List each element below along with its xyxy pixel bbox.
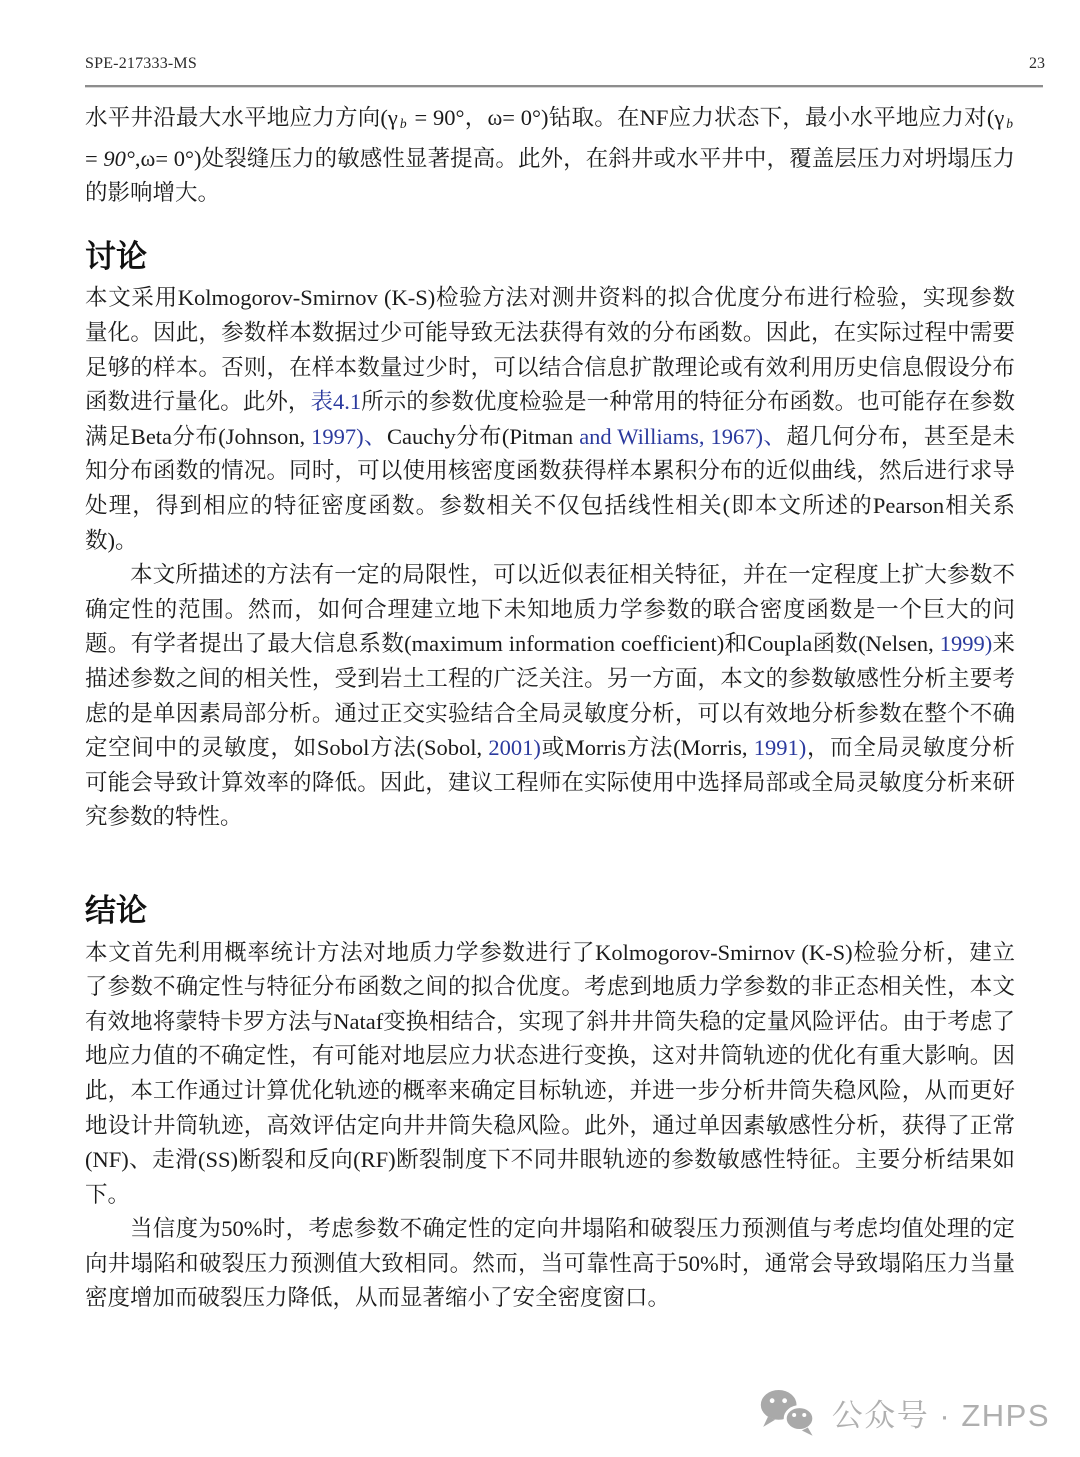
page-header [85, 55, 1045, 73]
citation-link[interactable]: 1997)、 [311, 423, 387, 449]
text-run: = [85, 145, 104, 171]
text-run: ，而全局灵敏度分析可能会导致计算效率的降低。因此，建议工程师在实际使用中选择局部或全局灵敏度分析来研究参数的特性。 [85, 735, 1015, 830]
text-run: 水平井沿最大水平地应力方向(γ [85, 105, 398, 130]
text-run: 本文所描述的方法有一定的局限性，可以近似表征相关特征，并在一定程度上扩大参数不确定性的范围。然而，如何合理建立地下未知地质力学参数的联合密度函数是一个巨大的问题。有学者提出了最大信息系数(maximum information coefficient)和Coupla函数(Nelsen, [85, 562, 1015, 657]
wechat-watermark [756, 1387, 1050, 1437]
watermark-text: 公众号 · ZHPS [831, 1397, 1050, 1433]
text-run: 所示的参数优度检验是一种常用的特征分布函数。也可能存在参数满足Beta分布(Johnson, [85, 389, 1015, 449]
text-run: 本文采用Kolmogorov-Smirnov (K-S)检验方法对测井资料的拟合优度分布进行检验，实现参数量化。因此，参数样本数据过少可能导致无法获得有效的分布函数。因此，在实际过程中需要足够的样本。否则，在样本数量过少时，可以结合信息扩散理论或有效利用历史信息假设分布函数进行量化。此外， [85, 285, 1015, 415]
text-run: 来描述参数之间的相关性，受到岩土工程的广泛关注。另一方面，本文的参数敏感性分析主要考虑的是单因素局部分析。通过正交实验结合全局灵敏度分析，可以有效地分析参数在整个不确定空间中的灵敏度，如Sobol方法(Sobol, [85, 631, 1015, 761]
text-run: ,ω= 0°)处裂缝压力的敏感性显著提高。此外，在斜井或水平井中，覆盖层压力对坍塌压力的影响增大。 [85, 145, 1015, 206]
text-run: b [399, 115, 407, 131]
text-run: b [1006, 115, 1014, 131]
citation-link[interactable]: 1999) [939, 631, 993, 657]
wechat-icon [756, 1387, 818, 1437]
citation-link[interactable]: 表4.1 [310, 389, 362, 415]
text-run: 超几何分布，甚至是未知分布函数的情况。同时，可以使用核密度函数获得样本累积分布的近似曲线，然后进行求导处理，得到相应的特征密度函数。参数相关不仅包括线性相关(即本文所述的Pearson相关系数)。 [85, 423, 1015, 553]
page-number: 23 [1029, 55, 1045, 72]
text-run: 或Morris方法(Morris, [540, 735, 754, 761]
document-body [85, 101, 1015, 1316]
paragraph-intro-continued [85, 101, 1015, 211]
doc-id: SPE-217333-MS [85, 55, 197, 72]
text-run: 本文首先利用概率统计方法对地质力学参数进行了Kolmogorov-Smirnov (K-S)检验分析，建立了参数不确定性与特征分布函数之间的拟合优度。考虑到地质力学参数的非正态相关性，本文有效地将蒙特卡罗方法与Nataf变换相结合，实现了斜井井筒失稳的定量风险评估。由于考虑了地应力值的不确定性，有可能对地层应力状态进行变换，这对井筒轨迹的优化有重大影响。因此，本工作通过计算优化轨迹的概率来确定目标轨迹，并进一步分析井筒失稳风险，从而更好地设计井筒轨迹，高效评估定向井井筒失稳风险。此外，通过单因素敏感性分析，获得了正常(NF)、走滑(SS)断裂和反向(RF)断裂制度下不同井眼轨迹的参数敏感性特征。主要分析结果如下。 [85, 939, 1015, 1207]
citation-link[interactable]: and Williams, 1967)、 [579, 423, 787, 449]
text-run: 90° [103, 145, 135, 171]
citation-link[interactable]: 1991) [753, 735, 807, 761]
section-heading-conclusion: 结论 [85, 892, 147, 928]
paragraph-conclusion-1 [85, 936, 1015, 1213]
paragraph-discussion-1 [85, 281, 1015, 558]
paragraph-conclusion-2 [85, 1212, 1015, 1316]
text-run: = 90°，ω= 0°)钻取。在NF应力状态下，最小水平地应力对(γ [408, 105, 1005, 130]
header-rule [85, 85, 1043, 88]
paragraph-discussion-2 [85, 558, 1015, 835]
citation-link[interactable]: 2001) [488, 735, 541, 761]
section-heading-discussion: 讨论 [85, 238, 147, 274]
text-run: 当信度为50%时，考虑参数不确定性的定向井塌陷和破裂压力预测值与考虑均值处理的定向井塌陷和破裂压力预测值大致相同。然而，当可靠性高于50%时，通常会导致塌陷压力当量密度增加而破裂压力降低，从而显著缩小了安全密度窗口。 [85, 1216, 1015, 1311]
text-run: Cauchy分布(Pitman [386, 423, 580, 449]
